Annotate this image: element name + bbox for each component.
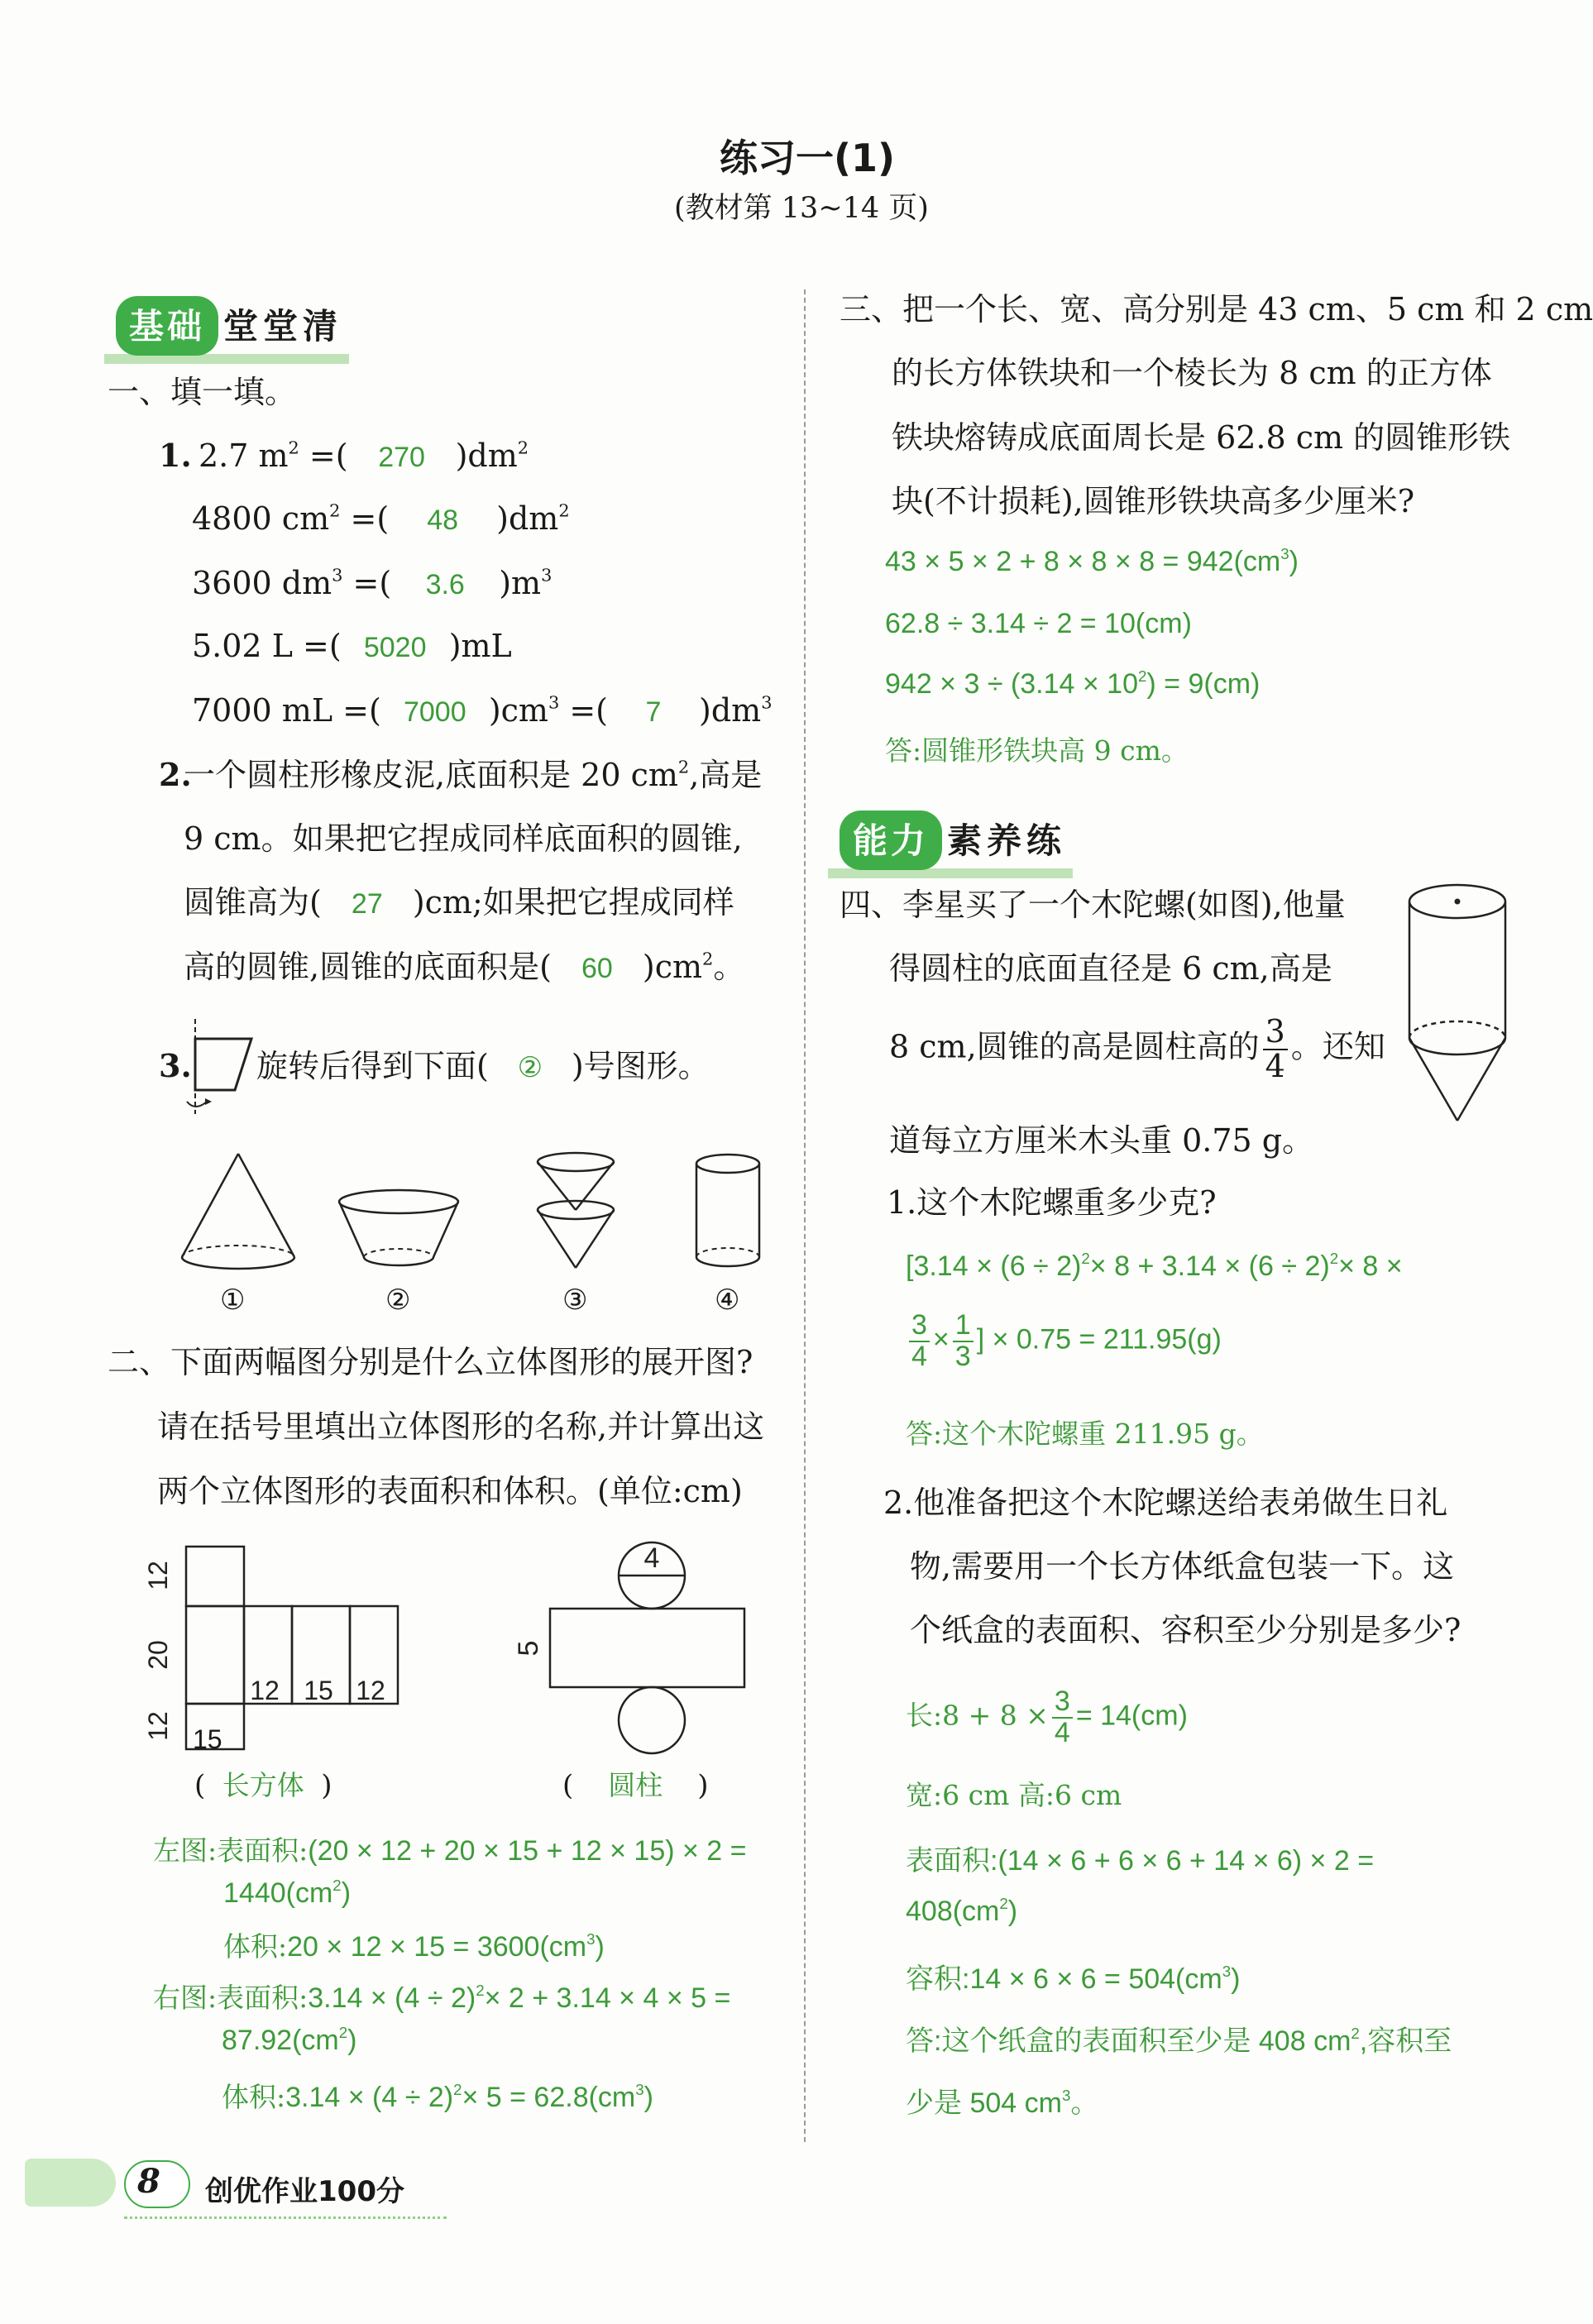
q4-1-sol-result: ] × 0.75 = 211.95(g): [976, 1323, 1222, 1356]
q1-row-answer: 270: [378, 442, 425, 473]
sup: 2: [1329, 1249, 1339, 1267]
section-4-line3: [889, 1013, 1385, 1084]
cylinder-diameter-label: 4: [643, 1542, 660, 1574]
q4-2-length-a: 长:8 + 8 ×: [906, 1699, 1049, 1732]
ability-badge-pill: 能力: [840, 811, 942, 870]
close-paren: ): [1007, 1896, 1018, 1927]
fraction-numerator: 3: [909, 1311, 930, 1342]
sol-right-vol-a: 3.14 × (4 ÷ 2): [285, 2082, 454, 2113]
sol-left-area-value: 1440(cm: [223, 1877, 333, 1909]
q1-row-lhs: 5.02 L: [192, 628, 293, 664]
sol-right-area-result: [222, 2025, 356, 2057]
q1-row-eq: =(: [292, 628, 342, 664]
sup: 3: [586, 1929, 596, 1948]
sup: 2: [332, 1876, 342, 1894]
sol-left-vol-expr: 20 × 12 × 15 = 3600(cm: [287, 1931, 587, 1963]
q2-label: 2.: [159, 756, 192, 793]
q4-1-sol-c: × 8 ×: [1338, 1250, 1403, 1282]
s3-answer: 答:圆锥形铁块高 9 cm。: [885, 734, 1189, 767]
q4-2-area: [906, 1838, 1374, 1878]
q2-line1: [184, 759, 762, 791]
q3-text-a: 旋转后得到下面(: [256, 1048, 489, 1084]
sup: 2: [338, 2023, 348, 2041]
q2-line3-tail: )cm;如果把它捏成同样: [412, 884, 734, 921]
net-label-h-bot: 12: [143, 1711, 173, 1741]
q2-line4-end: 。: [713, 949, 745, 985]
sol-left-vol-label: 体积:: [223, 1930, 288, 1963]
section-4-line4: 道每立方厘米木头重 0.75 g。: [889, 1122, 1314, 1159]
shape-label-4: ④: [715, 1284, 740, 1317]
q4-1-sol-a: [3.14 × (6 ÷ 2): [906, 1250, 1082, 1282]
net-left-answer: [194, 1769, 332, 1802]
q1-row-lhs: 4800 cm: [192, 500, 330, 537]
fraction-denominator: 4: [1265, 1047, 1285, 1084]
fraction-numerator: 3: [1263, 1016, 1288, 1050]
section-3-line4: 块(不计损耗),圆锥形铁块高多少厘米?: [892, 483, 1415, 519]
cone-shape: [182, 1154, 294, 1269]
section-2-line2: 请在括号里填出立体图形的名称,并计算出这: [157, 1408, 765, 1445]
s3-sol3-a: 942 × 3 ÷ (3.14 × 10: [885, 668, 1138, 700]
paren-close: ): [321, 1769, 332, 1802]
q2-line3: [184, 884, 734, 921]
sol-right-vol-b: × 5 = 62.8(cm: [462, 2082, 636, 2113]
q4-2-vol-expr: 容积:14 × 6 × 6 = 504(cm: [906, 1963, 1222, 1995]
sol-right-label: 右图:: [153, 1982, 218, 2014]
net-label-bottom: 15: [193, 1724, 222, 1754]
q2-line4-text: 高的圆锥,圆锥的底面积是(: [184, 949, 552, 985]
shape-label-2: ②: [385, 1284, 411, 1317]
sup: 2: [999, 1894, 1008, 1912]
net-label-w1: 12: [250, 1676, 280, 1705]
q1-row5-mid-sup: 3: [548, 692, 560, 713]
trapezoid-rotation-figure: [184, 1019, 258, 1118]
q1-row: [192, 500, 570, 537]
q1-row: [199, 438, 529, 474]
q4-2-line2: 物,需要用一个长方体纸盒包装一下。这: [910, 1548, 1455, 1585]
sup: 2: [476, 1981, 485, 1999]
close-paren: ): [1231, 1963, 1241, 1995]
close-paren: ): [595, 1931, 605, 1963]
page-subtitle: (教材第 13~14 页): [674, 192, 929, 225]
sol-right-area-label: 表面积:: [217, 1982, 309, 2014]
q1-row-eq: =(: [340, 500, 390, 537]
s3-solution-1: [885, 546, 1299, 578]
q1-row5-answer1: 7000: [403, 696, 466, 728]
q4-2-volume: [906, 1956, 1240, 1996]
ability-badge-text: 素养练: [947, 820, 1067, 861]
fraction-denominator: 4: [911, 1340, 927, 1372]
sol-left-volume: [223, 1925, 605, 1964]
q2-line1-sup: 2: [677, 757, 690, 777]
sup: 3: [1061, 2086, 1071, 2104]
q4-2-line3: 个纸盒的表面积、容积至少分别是多少?: [910, 1612, 1461, 1648]
sol-right-area-value: 87.92(cm: [222, 2025, 339, 2056]
s3-sol1-expr: 43 × 5 × 2 + 8 × 8 × 8 = 942(cm: [885, 546, 1281, 577]
page-number: 8: [137, 2162, 160, 2201]
close-paren: ): [1289, 546, 1299, 577]
fraction-one-third: [953, 1311, 974, 1371]
q1-row-lhs: 2.7 m: [199, 438, 289, 474]
q4-2-answer-line1: [906, 2018, 1452, 2059]
net-label-w3: 12: [356, 1676, 385, 1705]
q3-text-b: )号图形。: [571, 1048, 710, 1084]
fraction-denominator: 4: [1054, 1716, 1070, 1748]
q4-2-ans2-a: 少是 504 cm: [906, 2087, 1062, 2119]
column-divider: [804, 289, 806, 2142]
q1-row5-answer2: 7: [645, 696, 662, 728]
q1-row5-mid2: =(: [559, 692, 608, 729]
shape-label-3: ③: [562, 1284, 588, 1317]
cylinder-shape: [696, 1155, 759, 1266]
q4-1-solution-line1: [906, 1250, 1403, 1283]
s4-line3-tail: 。还知: [1290, 1028, 1385, 1065]
cylinder-answer: 圆柱: [608, 1769, 663, 1801]
frustum-shape: [339, 1190, 458, 1265]
q4-1-solution-line2: [906, 1311, 1222, 1371]
q4-2-ans2-b: 。: [1070, 2087, 1099, 2119]
q1-row-lhs-sup: 3: [332, 565, 343, 586]
q1-row-lhs: 3600 dm: [192, 565, 332, 601]
page-title: 练习一(1): [720, 136, 896, 180]
cuboid-net-figure: [143, 1534, 414, 1757]
s4-line3-text: 8 cm,圆锥的高是圆柱高的: [889, 1028, 1260, 1065]
sup: 3: [1222, 1962, 1232, 1980]
sol-right-vol-label: 体积:: [222, 2081, 286, 2113]
q4-1-question: 1.这个木陀螺重多少克?: [887, 1184, 1217, 1221]
net-label-w2: 15: [304, 1676, 333, 1705]
q1-row-eq: =(: [299, 438, 348, 474]
sol-left-area-result: [223, 1877, 351, 1910]
s3-solution-2: 62.8 ÷ 3.14 ÷ 2 = 10(cm): [885, 608, 1192, 639]
cylinder-net-figure: [513, 1534, 761, 1757]
sol-left-area-expr: (20 × 12 + 20 × 15 + 12 × 15) × 2 =: [308, 1835, 747, 1867]
sup: 2: [1138, 667, 1147, 685]
net-label-h-top: 12: [143, 1561, 173, 1590]
spinning-top-figure: [1398, 877, 1522, 1125]
sup: 2: [1351, 2024, 1360, 2042]
q1-row5-lhs: 7000 mL =(: [192, 692, 381, 729]
q2-line3-text: 圆锥高为(: [184, 884, 322, 921]
q4-2-area-result: [906, 1896, 1017, 1928]
q4-2-area-expr: 表面积:(14 × 6 + 6 × 6 + 14 × 6) × 2 =: [906, 1845, 1375, 1877]
q4-2-answer-line2: [906, 2080, 1098, 2121]
fraction-numerator: 3: [1052, 1687, 1073, 1719]
q1-row5-rhs-sup: 3: [761, 692, 773, 713]
q4-2-length-b: = 14(cm): [1075, 1700, 1188, 1732]
q4-2-ans1-a: 答:这个纸盒的表面积至少是 408 cm: [906, 2025, 1351, 2057]
section-3-line2: 的长方体铁块和一个棱长为 8 cm 的正方体: [892, 355, 1492, 391]
double-cone-shape: [538, 1153, 614, 1268]
q2-line4: [184, 951, 744, 983]
basic-badge-text: 堂堂清: [223, 306, 343, 347]
section-4-line1: 四、李星买了一个木陀螺(如图),他量: [840, 887, 1346, 923]
q1-row-lhs-sup: 2: [329, 500, 341, 521]
q4-2-line1: 2.他准备把这个木陀螺送给表弟做生日礼: [883, 1485, 1448, 1521]
q2-line1-tail: ,高是: [689, 757, 763, 793]
sol-right-volume: [222, 2076, 653, 2115]
basic-badge-pill: 基础: [116, 296, 218, 356]
sol-left-area: [153, 1829, 747, 1868]
q1-row-answer: 3.6: [425, 569, 465, 600]
s3-solution-3: [885, 668, 1260, 701]
s3-sol3-b: ) = 9(cm): [1146, 668, 1261, 700]
q2-answer2: 60: [581, 953, 613, 984]
sup: 2: [453, 2080, 462, 2098]
q4-2-ans1-b: ,容积至: [1359, 2025, 1452, 2057]
sol-left-label: 左图:: [153, 1834, 218, 1867]
q3-text: [256, 1050, 710, 1082]
q2-line2: 9 cm。如果把它捏成同样底面积的圆锥,: [184, 820, 743, 857]
q1-row5-rhs: )dm: [699, 692, 762, 729]
section-1-title: 一、填一填。: [108, 374, 297, 410]
q1-row-answer: 48: [427, 504, 459, 536]
basic-section-badge: [116, 296, 342, 356]
fraction-three-quarters: [1052, 1687, 1073, 1748]
close-paren: ): [341, 1877, 352, 1909]
net-right-answer: [562, 1769, 709, 1802]
close-paren: ): [643, 2082, 653, 2113]
sol-left-area-label: 表面积:: [217, 1834, 309, 1867]
q4-1-answer: 答:这个木陀螺重 211.95 g。: [906, 1418, 1264, 1450]
q1-row-rhs: )m: [499, 565, 542, 601]
q1-row-rhs-sup: 2: [517, 438, 529, 458]
q1-row-rhs-sup: 3: [541, 565, 553, 586]
section-3-line1: 三、把一个长、宽、高分别是 43 cm、5 cm 和 2 cm: [840, 291, 1593, 328]
paren-close: ): [697, 1769, 709, 1802]
q1-label: 1.: [159, 437, 192, 474]
shape-label-1: ①: [220, 1284, 246, 1317]
footer-tab: [25, 2159, 116, 2207]
q4-2-length: [906, 1687, 1188, 1748]
q2-answer1: 27: [351, 888, 383, 920]
q2-line1-text: 一个圆柱形橡皮泥,底面积是 20 cm: [184, 757, 678, 793]
section-2-line3: 两个立体图形的表面积和体积。(单位:cm): [157, 1473, 743, 1509]
sup: 3: [635, 2080, 644, 2098]
sol-right-area-a: 3.14 × (4 ÷ 2): [308, 1982, 476, 2014]
q3-label: 3.: [159, 1047, 192, 1084]
footer-dotted-line: [124, 2216, 447, 2219]
q1-row-rhs: )mL: [448, 628, 512, 664]
q4-2-width-height: 宽:6 cm 高:6 cm: [906, 1779, 1122, 1811]
paren-open: (: [562, 1769, 574, 1802]
sol-right-area-b: × 2 + 3.14 × 4 × 5 =: [484, 1982, 731, 2014]
sol-right-area: [153, 1977, 730, 2016]
q2-line4-sup: 2: [702, 949, 714, 969]
q1-row-answer: 5020: [363, 632, 427, 663]
sup: 3: [1280, 544, 1289, 562]
ability-section-badge: [840, 811, 1066, 870]
q1-row5-mid: )cm: [488, 692, 548, 729]
fraction-denominator: 3: [954, 1340, 971, 1372]
cuboid-answer: 长方体: [222, 1769, 304, 1801]
section-2-line1: 二、下面两幅图分别是什么立体图形的展开图?: [108, 1344, 753, 1380]
solid-shapes-row: [165, 1145, 761, 1311]
q2-line4-unit: )cm: [642, 949, 703, 985]
q4-2-area-value: 408(cm: [906, 1896, 1000, 1927]
q1-row-rhs-sup: 2: [558, 500, 570, 521]
q1-row: [192, 630, 512, 662]
q4-1-sol-b: × 8 + 3.14 × (6 ÷ 2): [1089, 1250, 1330, 1282]
q1-row-rhs: )dm: [496, 500, 559, 537]
fraction-numerator: 1: [953, 1311, 974, 1342]
paren-open: (: [194, 1769, 206, 1802]
q1-row-eq: =(: [342, 565, 392, 601]
q1-row: [192, 567, 552, 599]
q3-answer: ②: [517, 1052, 543, 1083]
times-sign: ×: [932, 1323, 950, 1356]
section-4-line2: 得圆柱的底面直径是 6 cm,高是: [889, 950, 1332, 987]
close-paren: ): [347, 2025, 357, 2056]
q1-row-lhs-sup: 2: [288, 438, 299, 458]
net-label-h-mid: 20: [143, 1640, 173, 1670]
q1-row-5: [192, 692, 773, 729]
q1-row-rhs: )dm: [455, 438, 518, 474]
fraction-three-quarters: [909, 1311, 930, 1371]
fraction-three-quarters: [1263, 1013, 1288, 1084]
cylinder-height-label: 5: [513, 1640, 544, 1657]
sup: 2: [1081, 1249, 1090, 1267]
section-3-line3: 铁块熔铸成底面周长是 62.8 cm 的圆锥形铁: [892, 419, 1511, 456]
book-title: 创优作业100分: [205, 2175, 404, 2208]
